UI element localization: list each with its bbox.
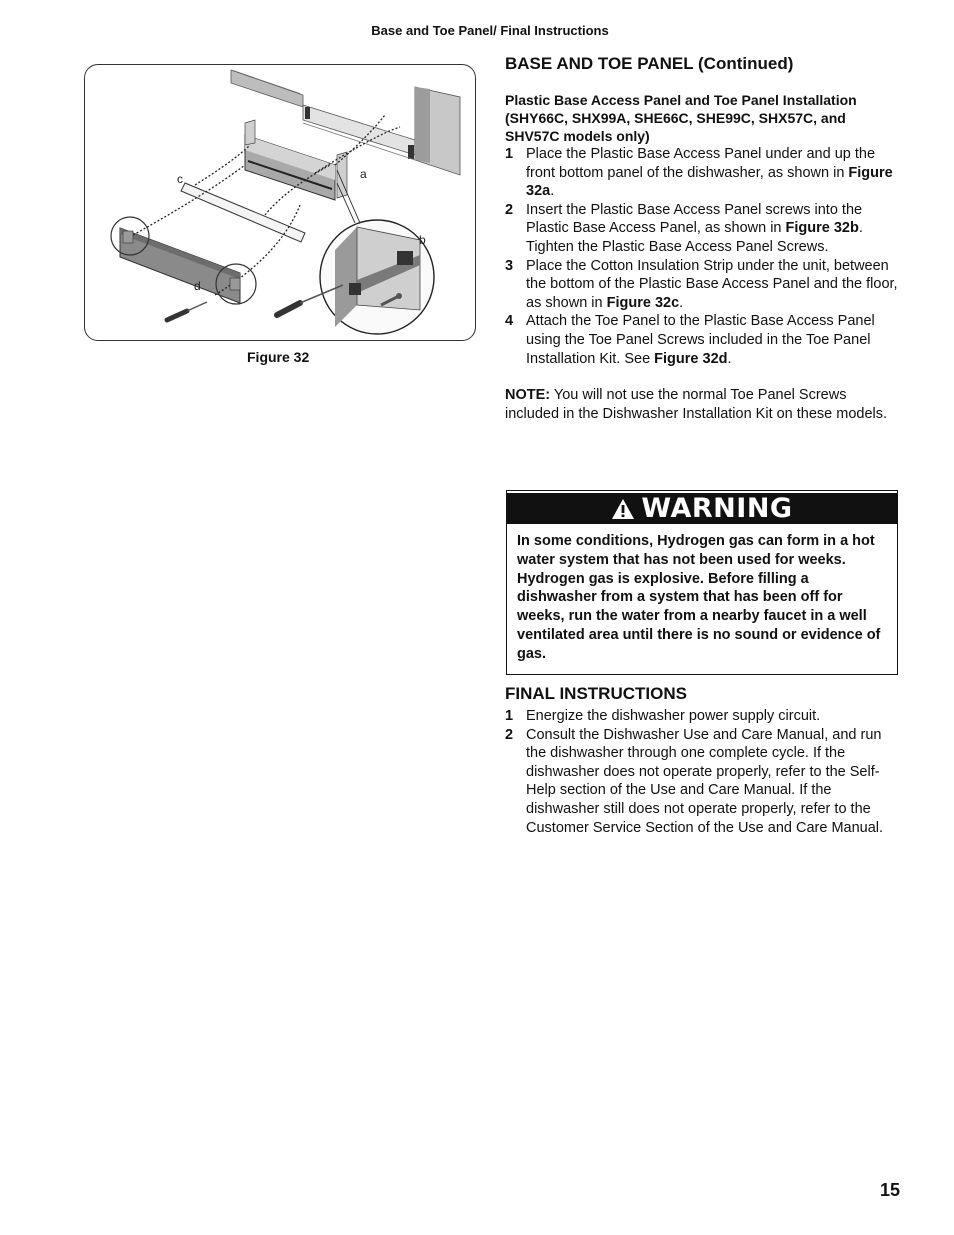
step-text-end: . — [727, 350, 732, 367]
final-instructions-heading: FINAL INSTRUCTIONS — [505, 684, 687, 703]
warning-banner — [507, 493, 897, 524]
final-steps — [505, 707, 901, 837]
step-number: 4 — [505, 313, 514, 330]
section-heading: BASE AND TOE PANEL (Continued) — [505, 54, 794, 73]
note — [505, 386, 901, 423]
step-number: 2 — [505, 726, 514, 743]
page-number: 15 — [880, 1180, 901, 1200]
step-text-end: . — [550, 183, 555, 200]
figure-reference: Figure 32c — [606, 294, 680, 311]
step-number: 1 — [505, 708, 514, 724]
figure-reference: Figure 32b — [785, 220, 859, 237]
warning-triangle-icon — [611, 498, 635, 520]
final-instructions-section — [505, 684, 901, 837]
step-text: Insert the Plastic Base Access Panel screws into the Plastic Base Access Panel, as shown in — [526, 201, 863, 237]
step-item — [505, 145, 901, 201]
callout-d: d — [194, 279, 201, 293]
page-header: Base and Toe Panel/ Final Instructions — [371, 23, 609, 38]
step-text: Consult the Dishwasher Use and Care Manual, and run the dishwasher through one complete cycle. If the dishwasher does not operate properly, refer to the Self-Help section of the Use and Care Manual. If the dishwasher still does not operate properly, refer to the Customer Service Section of the Use and Care Manual. — [526, 726, 884, 836]
callout-a: a — [360, 167, 367, 181]
section-subheading: Plastic Base Access Panel and Toe Panel Installation (SHY66C, SHX99A, SHE66C, SHE99C, SHX57C, and SHV57C models only) — [505, 92, 857, 144]
step-item — [505, 201, 901, 257]
figure-reference: Figure 32d — [654, 350, 728, 367]
step-number: 1 — [505, 146, 514, 162]
step-number: 3 — [505, 257, 514, 274]
screwdriver-icon — [167, 302, 207, 320]
step-number: 2 — [505, 201, 514, 218]
callout-c: c — [177, 172, 183, 186]
step-item — [505, 257, 901, 313]
step-item — [505, 312, 901, 368]
callout-b: b — [419, 233, 426, 247]
figure-caption: Figure 32 — [247, 349, 310, 365]
warning-box — [506, 490, 898, 675]
base-toe-panel-section — [505, 54, 901, 423]
installation-steps — [505, 145, 901, 368]
note-text: You will not use the normal Toe Panel Screws included in the Dishwasher Installation Kit on these models. — [505, 387, 888, 422]
step-text: Attach the Toe Panel to the Plastic Base Access Panel using the Toe Panel Screws included in the Toe Panel Installation Kit. See — [526, 313, 875, 367]
warning-text: In some conditions, Hydrogen gas can form in a hot water system that has not been used for weeks. Hydrogen gas is explosive. Before filling a dishwasher from a system that has been off for weeks, run the water from a nearby faucet in a well ventilated area until there is no sound or evidence of gas. — [517, 533, 881, 662]
warning-title: WARNING — [641, 493, 793, 524]
figure-reference: Figure 32a — [526, 164, 893, 200]
note-label: NOTE: — [505, 387, 551, 404]
step-text-end: . Tighten the Plastic Base Access Panel Screws. — [526, 220, 863, 255]
step-text: Place the Cotton Insulation Strip under the unit, between the bottom of the Plastic Base Access Panel and the floor, as shown in — [526, 257, 898, 311]
step-text: Place the Plastic Base Access Panel under and up the front bottom panel of the dishwasher, as shown in — [526, 146, 876, 181]
step-item — [505, 726, 901, 838]
figure-32-drawing — [85, 65, 476, 341]
step-text: Energize the dishwasher power supply circuit. — [526, 708, 821, 724]
step-item — [505, 707, 901, 726]
step-text-end: . — [679, 294, 684, 311]
figure-32-illustration — [84, 64, 476, 341]
